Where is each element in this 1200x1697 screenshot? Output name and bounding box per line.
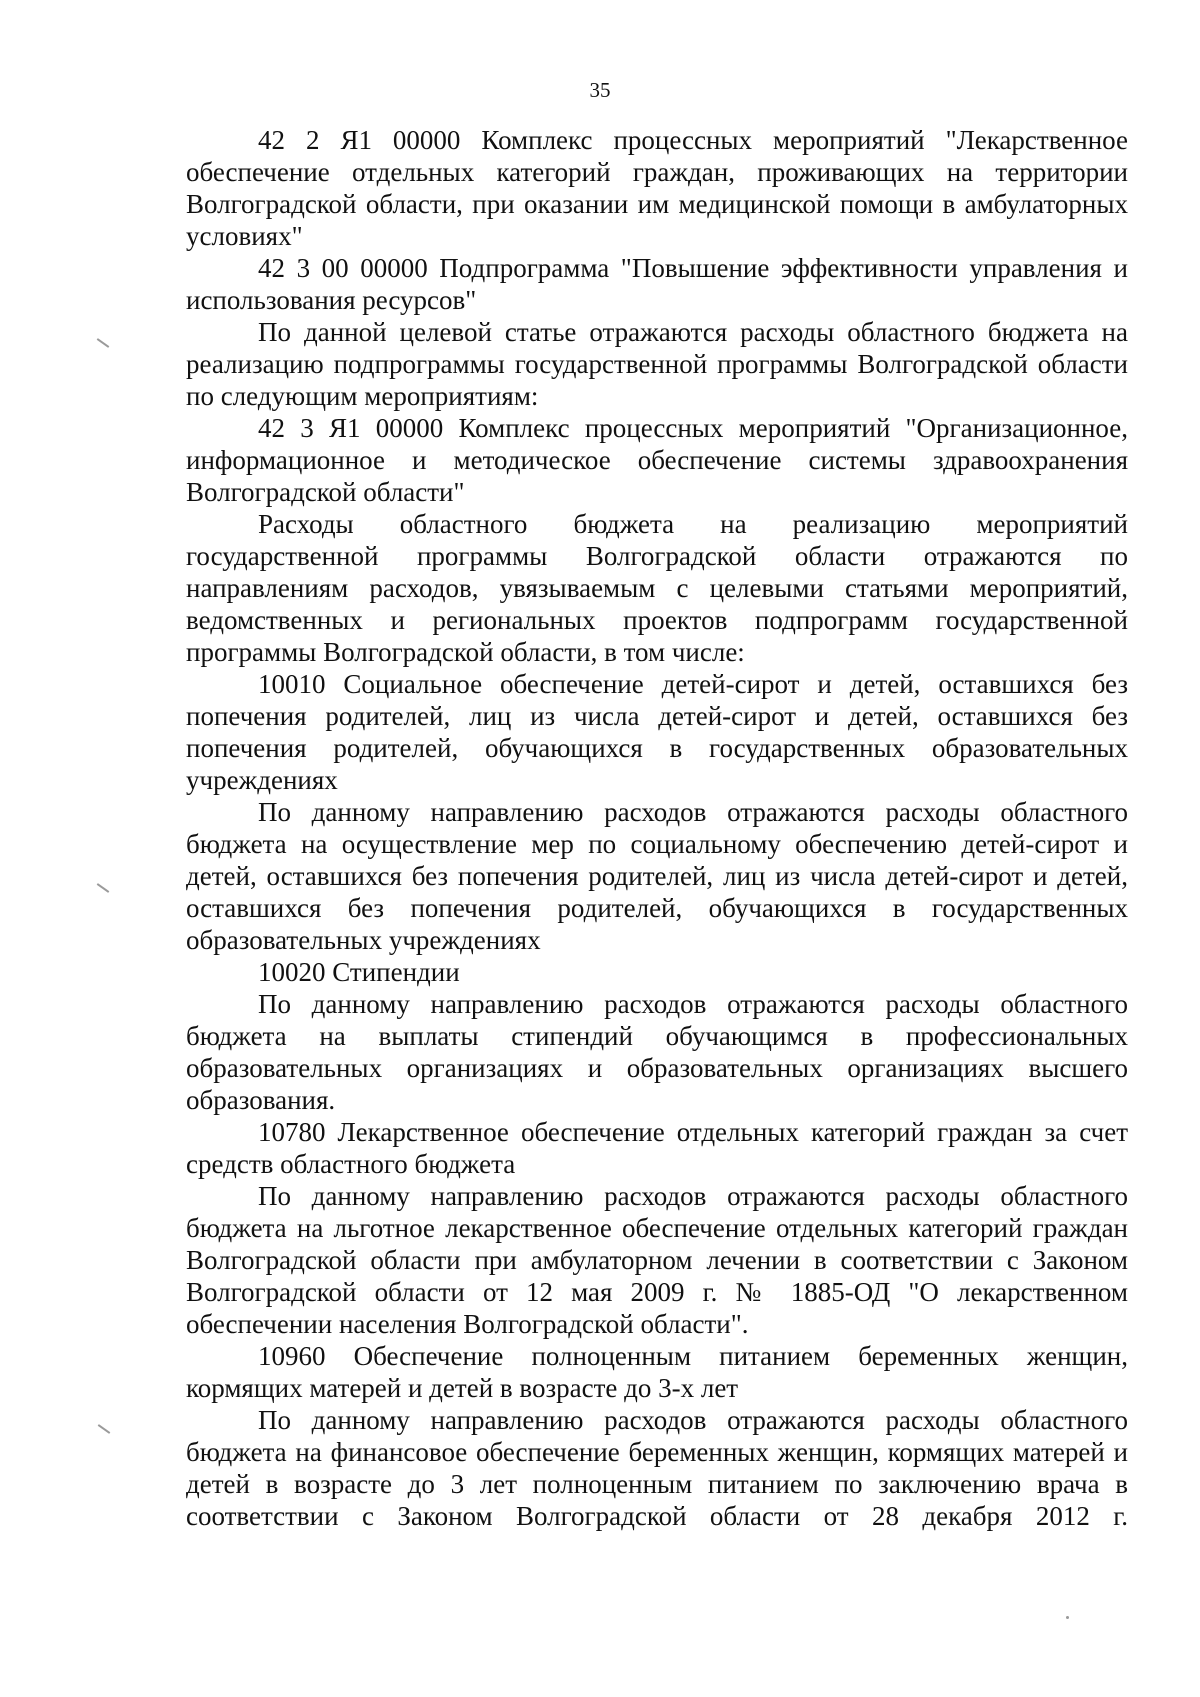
paragraph-direction-10780-description: По данному направлению расходов отражаются расходы областного бюджета на льготное лекарственное обеспечение отдельных категорий граждан Волгоградской области при амбулаторном лечении в соответствии с Законом Волгоградской области от 12 мая 2009 г. № 1885-ОД "О лекарственном обеспечении населения Волгоградской области".	[186, 1181, 1128, 1339]
paragraph-subprogram-description: По данной целевой статье отражаются расходы областного бюджета на реализацию подпрограммы государственной программы Волгоградской области по следующим мероприятиям:	[186, 317, 1128, 411]
paragraph-direction-10010-description: По данному направлению расходов отражаются расходы областного бюджета на осуществление мер по социальному обеспечению детей-сирот и детей, оставшихся без попечения родителей, лиц из числа детей-сирот и детей, оставшихся без попечения родителей, обучающихся в государственных образовательных учреждениях	[186, 797, 1128, 955]
paragraph-direction-10960-description: По данному направлению расходов отражаются расходы областного бюджета на финансовое обеспечение беременных женщин, кормящих матерей и детей в возрасте до 3 лет полноценным питанием по заключению врача в соответствии с Законом Волгоградской области от 28 декабря 2012 г.	[186, 1405, 1128, 1531]
document-body	[186, 124, 1128, 1532]
paragraph-target-article-42-2-ya1: 42 2 Я1 00000 Комплекс процессных мероприятий "Лекарственное обеспечение отдельных категорий граждан, проживающих на территории Волгоградской области, при оказании им медицинской помощи в амбулаторных условиях"	[186, 125, 1128, 251]
paragraph-expense-directions-intro: Расходы областного бюджета на реализацию мероприятий государственной программы Волгоградской области отражаются по направлениям расходов, увязываемым с целевыми статьями мероприятий, ведомственных и региональных проектов подпрограмм государственной программы Волгоградской области, в том числе:	[186, 509, 1128, 667]
paragraph-direction-10960: 10960 Обеспечение полноценным питанием беременных женщин, кормящих матерей и детей в возрасте до 3-х лет	[186, 1341, 1128, 1403]
scan-mark	[97, 883, 110, 893]
scan-mark	[98, 1424, 111, 1434]
scan-mark	[97, 338, 110, 348]
paragraph-direction-10020: 10020 Стипендии	[258, 957, 460, 987]
paragraph-subprogram-42-3: 42 3 00 00000 Подпрограмма "Повышение эффективности управления и использования ресурсов"	[186, 253, 1128, 315]
paragraph-direction-10020-description: По данному направлению расходов отражаются расходы областного бюджета на выплаты стипендий обучающимся в профессиональных образовательных организациях и образовательных организациях высшего образования.	[186, 989, 1128, 1115]
paragraph-target-article-42-3-ya1: 42 3 Я1 00000 Комплекс процессных мероприятий "Организационное, информационное и методическое обеспечение системы здравоохранения Волгоградской области"	[186, 413, 1128, 507]
paragraph-direction-10010: 10010 Социальное обеспечение детей-сирот и детей, оставшихся без попечения родителей, лиц из числа детей-сирот и детей, оставшихся без попечения родителей, обучающихся в государственных образовательных учреждениях	[186, 669, 1128, 795]
page-number: 35	[589, 78, 611, 102]
scan-dot	[1066, 1616, 1069, 1619]
paragraph-direction-10780: 10780 Лекарственное обеспечение отдельных категорий граждан за счет средств областного бюджета	[186, 1117, 1128, 1179]
